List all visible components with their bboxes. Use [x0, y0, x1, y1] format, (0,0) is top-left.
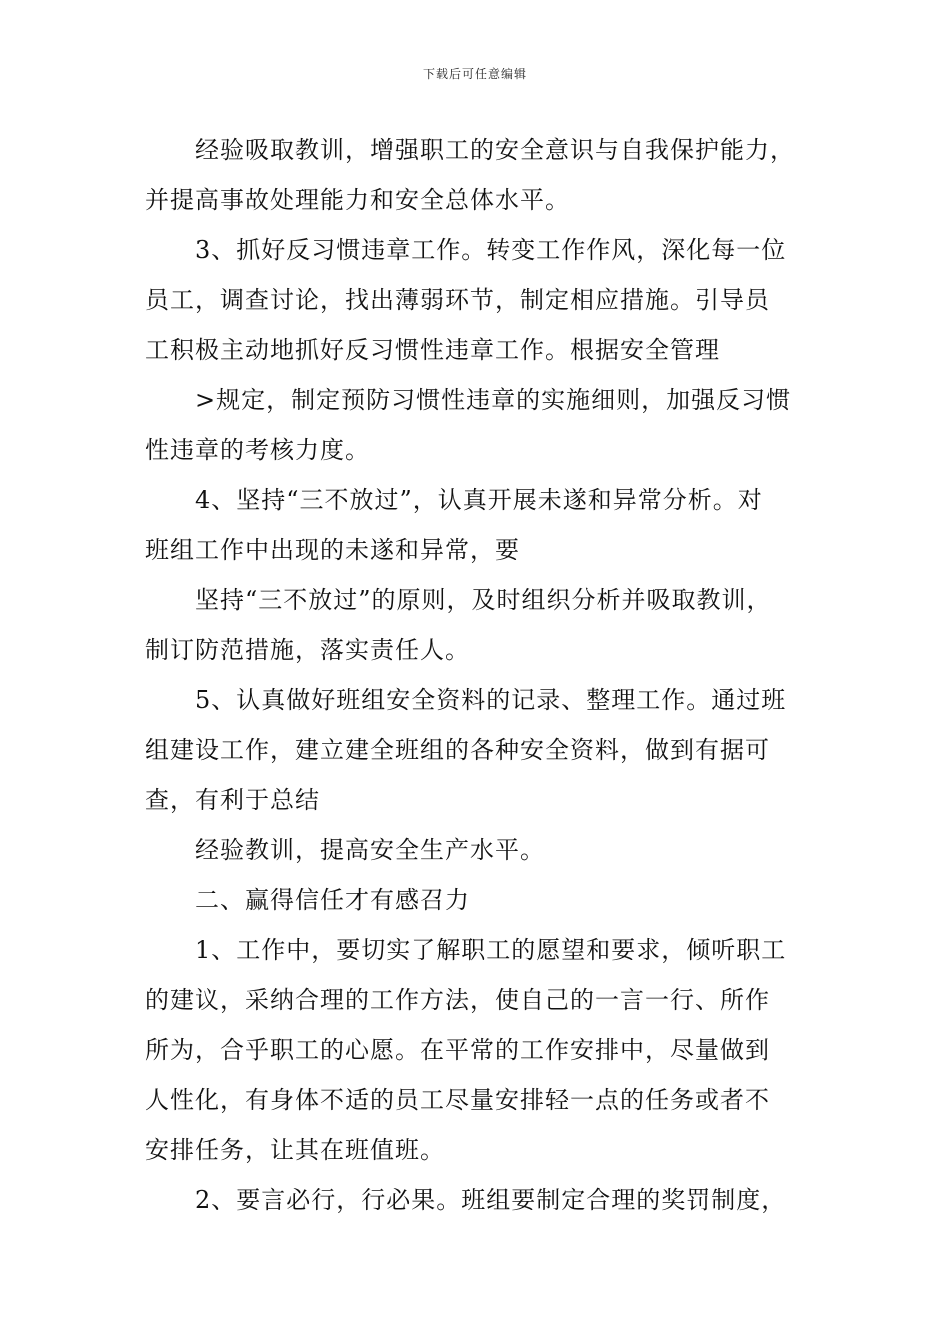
text-line: 组建设工作，建立建全班组的各种安全资料，做到有据可	[145, 736, 770, 764]
text-line: 班组工作中出现的未遂和异常，要	[145, 536, 520, 564]
section-heading: 二、赢得信任才有感召力	[195, 886, 470, 914]
text-line: 2、要言必行，行必果。班组要制定合理的奖罚制度，	[195, 1186, 787, 1214]
text-line: 人性化，有身体不适的员工尽量安排轻一点的任务或者不	[145, 1086, 770, 1114]
text-line: 1、工作中，要切实了解职工的愿望和要求，倾听职工	[195, 936, 787, 964]
text-line: 员工，调查讨论，找出薄弱环节，制定相应措施。引导员	[145, 286, 770, 314]
text-line: 3、抓好反习惯违章工作。转变工作作风，深化每一位	[195, 236, 787, 264]
text-line: 坚持“三不放过”的原则，及时组织分析并吸取教训，	[195, 586, 772, 614]
text-line: 制订防范措施，落实责任人。	[145, 636, 470, 664]
document-body	[145, 125, 815, 1225]
text-line: 的建议，采纳合理的工作方法，使自己的一言一行、所作	[145, 986, 770, 1014]
text-line: 5、认真做好班组安全资料的记录、整理工作。通过班	[195, 686, 787, 714]
header-note: 下载后可任意编辑	[422, 67, 527, 81]
text-line: 4、坚持“三不放过”，认真开展未遂和异常分析。对	[195, 486, 763, 514]
text-line: 并提高事故处理能力和安全总体水平。	[145, 186, 570, 214]
text-line: >规定，制定预防习惯性违章的实施细则，加强反习惯	[195, 386, 792, 414]
text-line: 工积极主动地抓好反习惯性违章工作。根据安全管理	[145, 336, 720, 364]
text-line: 所为，合乎职工的心愿。在平常的工作安排中，尽量做到	[145, 1036, 770, 1064]
text-line: 安排任务，让其在班值班。	[145, 1136, 445, 1164]
text-line: 查，有利于总结	[145, 786, 320, 814]
text-line: 经验吸取教训，增强职工的安全意识与自我保护能力，	[195, 136, 795, 164]
text-line: 经验教训，提高安全生产水平。	[195, 836, 545, 864]
text-line: 性违章的考核力度。	[145, 436, 370, 464]
